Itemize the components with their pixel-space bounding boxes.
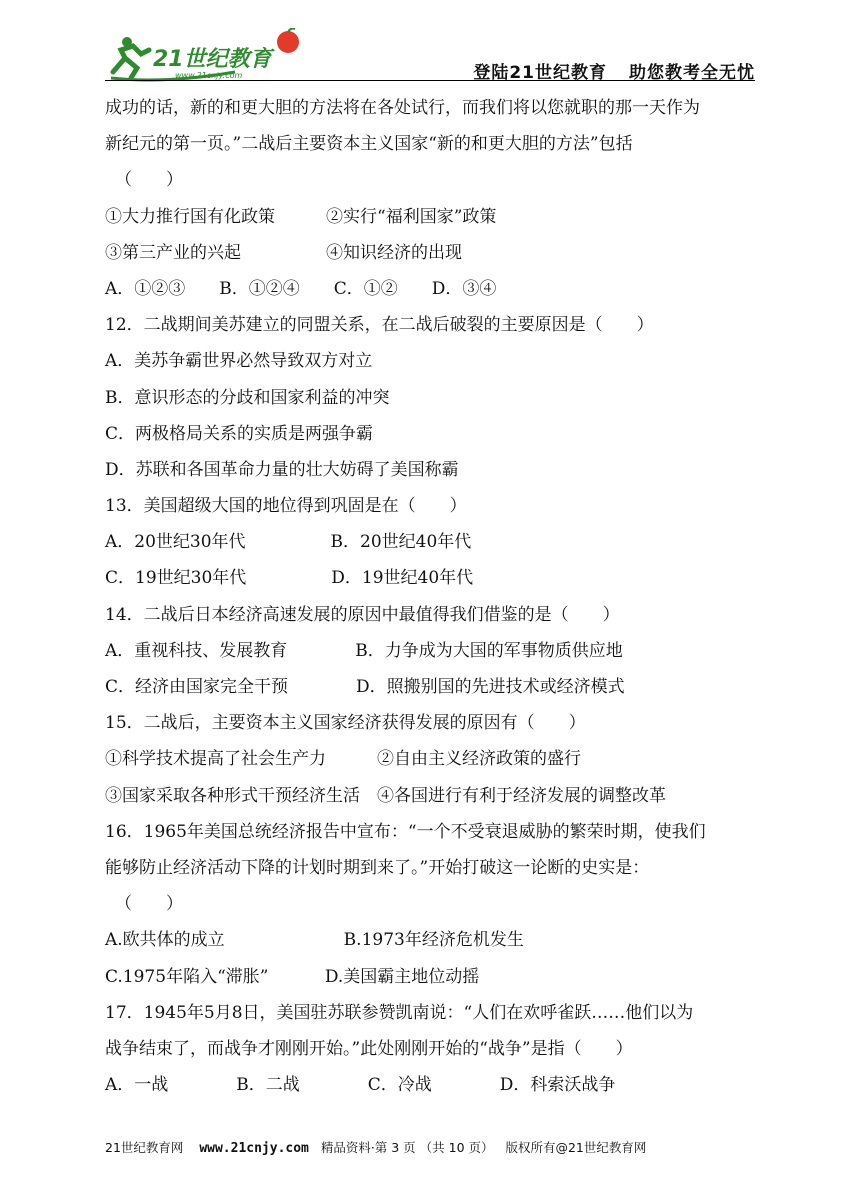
- text-line: A．①②③ B．①②④ C．①② D．③④: [105, 278, 497, 299]
- text-line: ①科学技术提高了社会生产力 ②自由主义经济政策的盛行: [105, 749, 581, 770]
- text-line: 战争结束了，而战争才刚刚开始。”此处刚刚开始的“战争”是指（ ）: [105, 1038, 633, 1059]
- footer-site: 21世纪教育网: [105, 1140, 184, 1155]
- text-line: D．苏联和各国革命力量的壮大妨碍了美国称霸: [105, 459, 459, 480]
- logo-url: www.21cnjy.com: [175, 71, 243, 80]
- text-line: ①大力推行国有化政策 ②实行“福利国家”政策: [105, 206, 497, 227]
- text-line: 17．1945年5月8日，美国驻苏联参赞凯南说：“人们在欢呼雀跃……他们以为: [105, 1002, 694, 1023]
- text-line: C.1975年陷入“滞胀” D.美国霸主地位动摇: [105, 966, 480, 987]
- text-line: A．一战 B．二战 C．冷战 D．科索沃战争: [105, 1075, 616, 1096]
- text-line: 13．美国超级大国的地位得到巩固是在（ ）: [105, 496, 467, 517]
- document-body: [105, 90, 757, 1103]
- text-line: A．20世纪30年代 B．20世纪40年代: [105, 532, 472, 553]
- text-line: 14．二战后日本经济高速发展的原因中最值得我们借鉴的是（ ）: [105, 604, 620, 625]
- text-line: A．重视科技、发展教育 B．力争成为大国的军事物质供应地: [105, 640, 623, 661]
- footer-copyright: 版权所有@21世纪教育网: [505, 1140, 647, 1155]
- text-line: A．美苏争霸世界必然导致双方对立: [105, 351, 373, 372]
- text-line: 新纪元的第一页。”二战后主要资本主义国家“新的和更大胆的方法”包括: [105, 134, 633, 155]
- text-line: C．两极格局关系的实质是两强争霸: [105, 423, 374, 444]
- text-line: ③国家采取各种形式干预经济生活 ④各国进行有利于经济发展的调整改革: [105, 785, 666, 806]
- text-line: （ ）: [115, 894, 183, 915]
- text-line: A.欧共体的成立 B.1973年经济危机发生: [105, 930, 524, 951]
- logo-text: 21世纪教育: [153, 47, 272, 72]
- text-line: 能够防止经济活动下降的计划时期到来了。”开始打破这一论断的史实是：: [105, 857, 650, 878]
- header-rule: [105, 80, 755, 81]
- page-header: [105, 28, 755, 84]
- slogan-right: 助您教考全无忧: [629, 63, 755, 83]
- text-line: （ ）: [115, 170, 183, 191]
- text-line: 成功的话，新的和更大胆的方法将在各处试行，而我们将以您就职的那一天作为: [105, 98, 700, 118]
- text-line: C．19世纪30年代 D．19世纪40年代: [105, 568, 474, 589]
- page-footer: [105, 1138, 755, 1156]
- footer-url[interactable]: www.21cnjy.com: [199, 1141, 309, 1156]
- text-line: B．意识形态的分歧和国家利益的冲突: [105, 387, 390, 408]
- slogan-left: 登陆21世纪教育: [473, 63, 607, 83]
- text-line: C．经济由国家完全干预 D．照搬别国的先进技术或经济模式: [105, 677, 625, 697]
- text-line: 15．二战后，主要资本主义国家经济获得发展的原因有（ ）: [105, 713, 586, 734]
- site-logo: [105, 28, 305, 82]
- text-line: 12．二战期间美苏建立的同盟关系，在二战后破裂的主要原因是（ ）: [105, 315, 654, 336]
- text-line: 16．1965年美国总统经济报告中宣布：“一个不受衰退威胁的繁荣时期，使我们: [105, 821, 706, 842]
- text-line: ③第三产业的兴起 ④知识经济的出现: [105, 242, 462, 263]
- footer-page-info: 精品资料·第 3 页 （共 10 页）: [320, 1140, 494, 1155]
